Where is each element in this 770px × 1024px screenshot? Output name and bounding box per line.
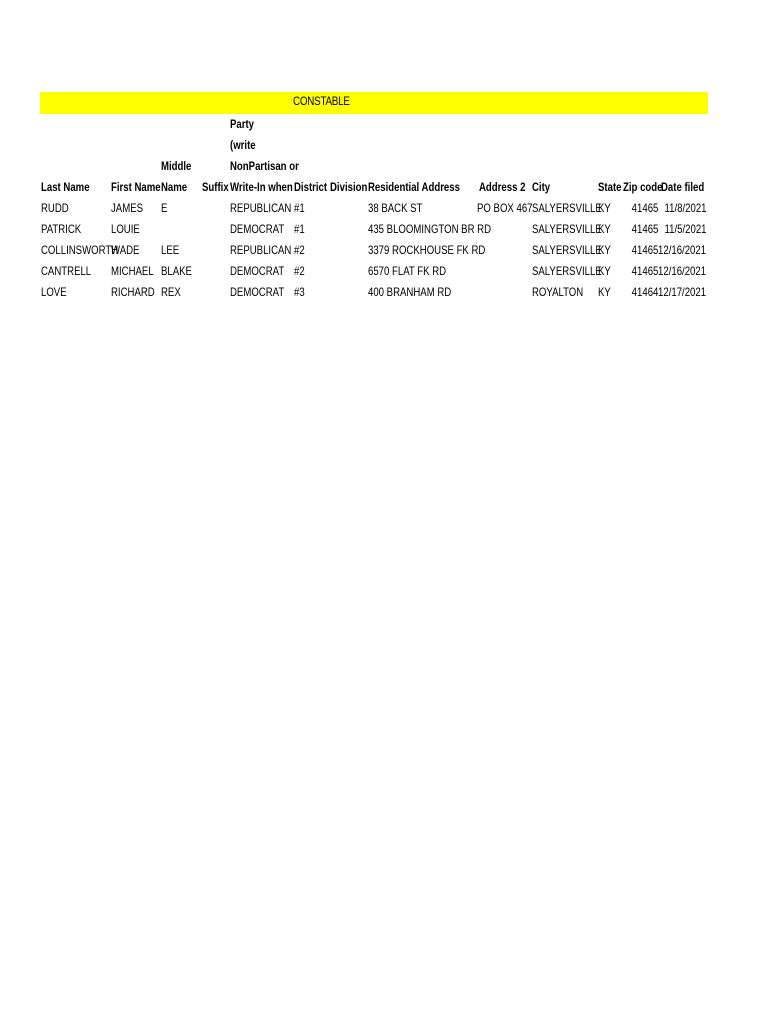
cell-city: SALYERSVILLE	[532, 222, 602, 236]
cell-middle-name: REX	[161, 285, 181, 299]
cell-address: 435 BLOOMINGTON BR RD	[368, 222, 492, 236]
cell-zip: 41465	[631, 264, 658, 278]
cell-middle-name: LEE	[161, 243, 180, 257]
cell-party: DEMOCRAT	[230, 222, 285, 236]
cell-address: 38 BACK ST	[368, 201, 423, 215]
cell-city: SALYERSVILLE	[532, 243, 602, 257]
cell-state: KY	[598, 243, 611, 257]
title-banner	[40, 92, 708, 114]
header-district: District	[294, 180, 328, 194]
cell-date-filed: 12/17/2021	[657, 285, 706, 299]
header-first-name: First Name	[111, 180, 161, 194]
cell-city: ROYALTON	[532, 285, 584, 299]
cell-zip: 41464	[631, 285, 658, 299]
cell-state: KY	[598, 201, 611, 215]
header-state: State	[598, 180, 622, 194]
cell-zip: 41465	[631, 243, 658, 257]
header-zip: Zip code	[623, 180, 663, 194]
header-address2: Address 2	[479, 180, 526, 194]
cell-last-name: LOVE	[41, 285, 67, 299]
header-party-line3: NonPartisan or	[230, 159, 299, 173]
cell-zip: 41465	[631, 201, 658, 215]
cell-party: DEMOCRAT	[230, 264, 285, 278]
cell-state: KY	[598, 222, 611, 236]
header-division: Division	[330, 180, 368, 194]
cell-first-name: LOUIE	[111, 222, 140, 236]
cell-party: DEMOCRAT	[230, 285, 285, 299]
header-party-line4: Write-In when	[230, 180, 293, 194]
cell-first-name: JAMES	[111, 201, 144, 215]
cell-date-filed: 11/5/2021	[664, 222, 706, 236]
cell-address: 3379 ROCKHOUSE FK RD	[368, 243, 486, 257]
cell-state: KY	[598, 264, 611, 278]
cell-last-name: RUDD	[41, 201, 69, 215]
cell-district: #2	[294, 264, 305, 278]
header-city: City	[532, 180, 551, 194]
cell-date-filed: 12/16/2021	[657, 264, 706, 278]
cell-state: KY	[598, 285, 611, 299]
header-suffix: Suffix	[202, 180, 229, 194]
cell-party: REPUBLICAN	[230, 201, 292, 215]
cell-zip: 41465	[631, 222, 658, 236]
cell-address2: PO BOX 467	[477, 201, 533, 215]
cell-first-name: WADE	[111, 243, 140, 257]
header-last-name: Last Name	[41, 180, 90, 194]
header-residential-address: Residential Address	[368, 180, 460, 194]
cell-city: SALYERSVILLE	[532, 264, 602, 278]
header-party-line2: (write	[230, 138, 256, 152]
cell-middle-name: E	[161, 201, 168, 215]
header-middle-line2: Name	[161, 180, 188, 194]
sheet-title: CONSTABLE	[293, 94, 350, 108]
cell-city: SALYERSVILLE	[532, 201, 602, 215]
header-date-filed: Date filed	[661, 180, 705, 194]
cell-address: 6570 FLAT FK RD	[368, 264, 447, 278]
header-party-line1: Party	[230, 117, 255, 131]
cell-last-name: PATRICK	[41, 222, 82, 236]
cell-party: REPUBLICAN	[230, 243, 292, 257]
cell-date-filed: 11/8/2021	[664, 201, 706, 215]
cell-middle-name: BLAKE	[161, 264, 192, 278]
cell-last-name: CANTRELL	[41, 264, 92, 278]
cell-first-name: RICHARD	[111, 285, 155, 299]
cell-first-name: MICHAEL	[111, 264, 154, 278]
cell-date-filed: 12/16/2021	[657, 243, 706, 257]
cell-district: #1	[294, 222, 305, 236]
cell-district: #2	[294, 243, 305, 257]
cell-district: #1	[294, 201, 305, 215]
cell-address: 400 BRANHAM RD	[368, 285, 452, 299]
header-middle-line1: Middle	[161, 159, 192, 173]
cell-district: #3	[294, 285, 305, 299]
cell-last-name: COLLINSWORTH	[41, 243, 119, 257]
